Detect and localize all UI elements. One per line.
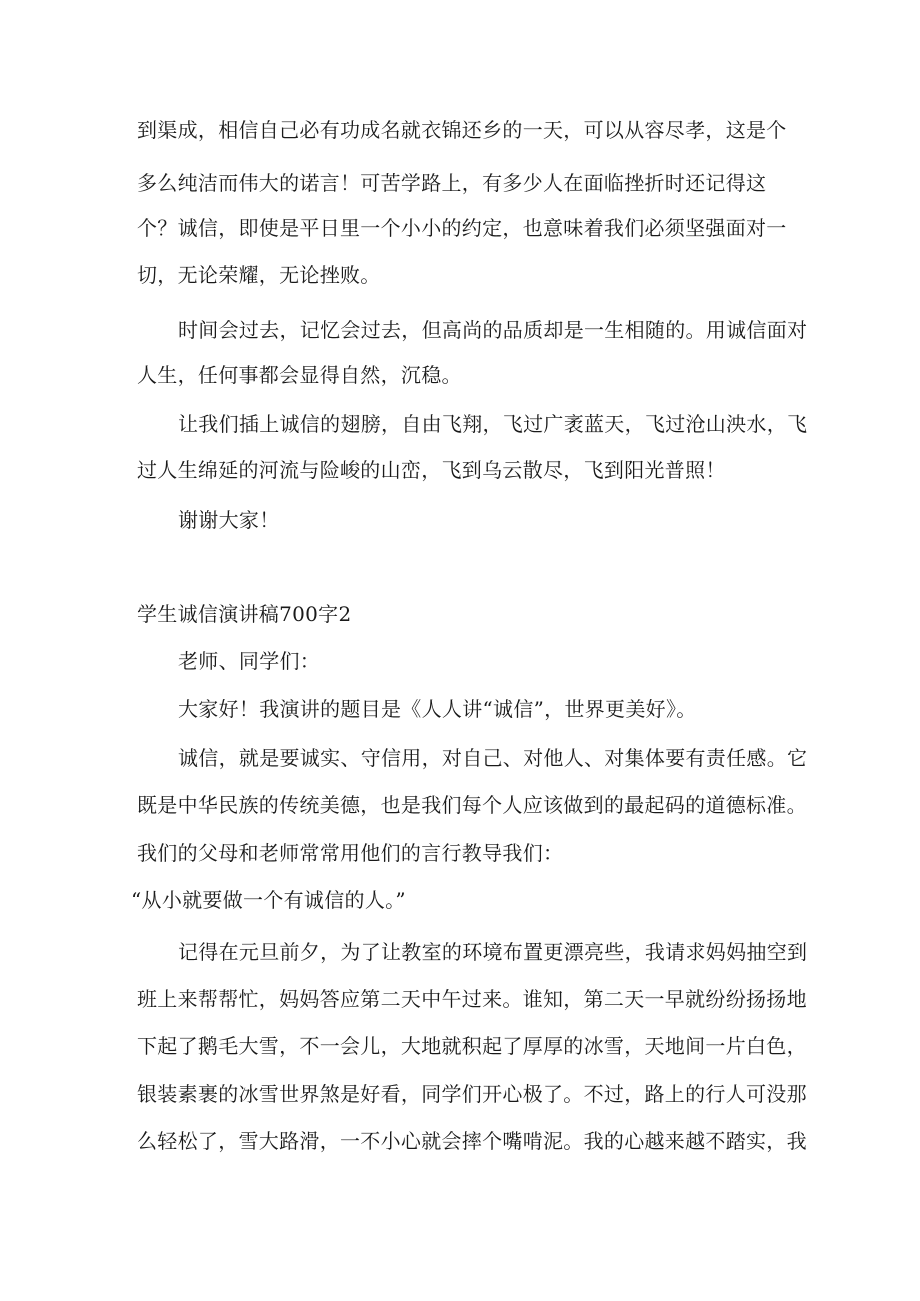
text-line: 下起了鹅毛大雪，不一会儿，大地就积起了厚厚的冰雪，天地间一片白色， <box>137 1034 807 1058</box>
text-line: 切，无论荣耀，无论挫败。 <box>137 263 381 287</box>
text-line: 既是中华民族的传统美德，也是我们每个人应该做到的最起码的道德标准。 <box>137 793 807 817</box>
text-line: 谢谢大家！ <box>178 508 280 532</box>
text-line: 老师、同学们： <box>178 649 321 673</box>
text-line: 多么纯洁而伟大的诺言！可苦学路上，有多少人在面临挫折时还记得这 <box>137 171 767 195</box>
section-title: 学生诚信演讲稿700字2 <box>137 602 352 626</box>
text-line: 人生，任何事都会显得自然，沉稳。 <box>137 363 462 387</box>
text-line: 大家好！我演讲的题目是《人人讲“诚信”，世界更美好》。 <box>178 697 697 721</box>
text-line: 班上来帮帮忙，妈妈答应第二天中午过来。谁知，第二天一早就纷纷扬扬地 <box>137 987 807 1011</box>
text-line: 记得在元旦前夕，为了让教室的环境布置更漂亮些，我请求妈妈抽空到 <box>178 940 808 964</box>
text-line: 个？诚信，即使是平日里一个小小的约定，也意味着我们必须坚强面对一 <box>137 216 787 240</box>
text-line: 诚信，就是要诚实、守信用，对自己、对他人、对集体要有责任感。它 <box>178 746 808 770</box>
text-line: 过人生绵延的河流与险峻的山峦，飞到乌云散尽，飞到阳光普照！ <box>137 458 726 482</box>
text-line: “从小就要做一个有诚信的人。” <box>131 888 406 912</box>
text-line: 我们的父母和老师常常用他们的言行教导我们： <box>137 841 564 865</box>
text-line: 时间会过去，记忆会过去，但高尚的品质却是一生相随的。用诚信面对 <box>178 318 808 342</box>
text-line: 银装素裹的冰雪世界煞是好看，同学们开心极了。不过，路上的行人可没那 <box>137 1082 807 1106</box>
text-line: 让我们插上诚信的翅膀，自由飞翔，飞过广袤蓝天，飞过沧山泱水，飞 <box>178 412 808 436</box>
text-line: 么轻松了，雪大路滑，一不小心就会摔个嘴啃泥。我的心越来越不踏实，我 <box>137 1129 807 1153</box>
text-line: 到渠成，相信自己必有功成名就衣锦还乡的一天，可以从容尽孝，这是个 <box>137 118 787 142</box>
